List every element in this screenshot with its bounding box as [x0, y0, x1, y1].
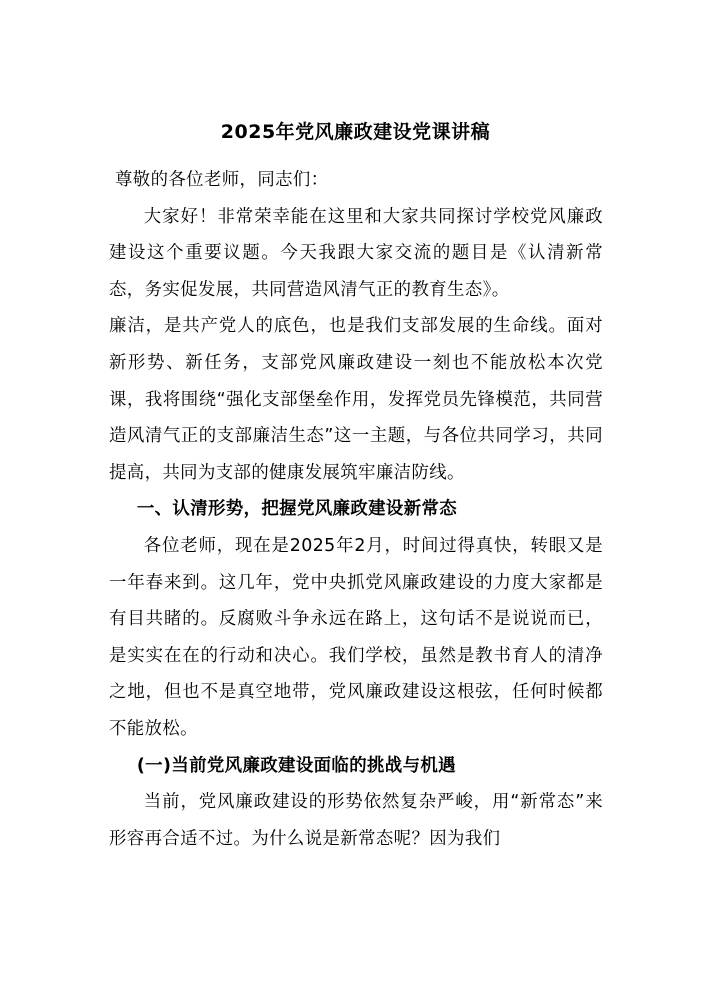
section-heading-1: 一、认清形势，把握党风廉政建设新常态	[136, 499, 458, 520]
paragraph-situation: 各位老师，现在是2025年2月，时间过得真快，转眼又是一年春来到。这几年，党中央抓党风廉政建设的力度大家都是有目共睹的。反腐败斗争永远在路上，这句话不是说说而已，是实实在在的行动和决心。我们学校，虽然是教书育人的清净之地，但也不是真空地带，党风廉政建设这根弦，任何时候都不能放松。	[109, 535, 603, 739]
subsection-heading-1: (一)当前党风廉政建设面临的挑战与机遇	[136, 755, 456, 776]
paragraph-integrity: 廉洁，是共产党人的底色，也是我们支部发展的生命线。面对新形势、新任务，支部党风廉政建设一刻也不能放松本次党课，我将围绕“强化支部堡垒作用，发挥党员先锋模范，共同营造风清气正的支部廉洁生态”这一主题，与各位共同学习，共同提高，共同为支部的健康发展筑牢廉洁防线。	[109, 316, 603, 483]
document-title: 2025年党风廉政建设党课讲稿	[220, 121, 491, 143]
document-body	[109, 162, 603, 857]
salutation: 尊敬的各位老师，同志们：	[115, 170, 329, 190]
paragraph-intro: 大家好！非常荣幸能在这里和大家共同探讨学校党风廉政建设这个重要议题。今天我跟大家交流的题目是《认清新常态，务实促发展，共同营造风清气正的教育生态》。	[109, 206, 603, 300]
paragraph-challenges: 当前，党风廉政建设的形势依然复杂严峻，用“新常态”来形容再合适不过。为什么说是新常态呢？因为我们	[109, 792, 603, 849]
